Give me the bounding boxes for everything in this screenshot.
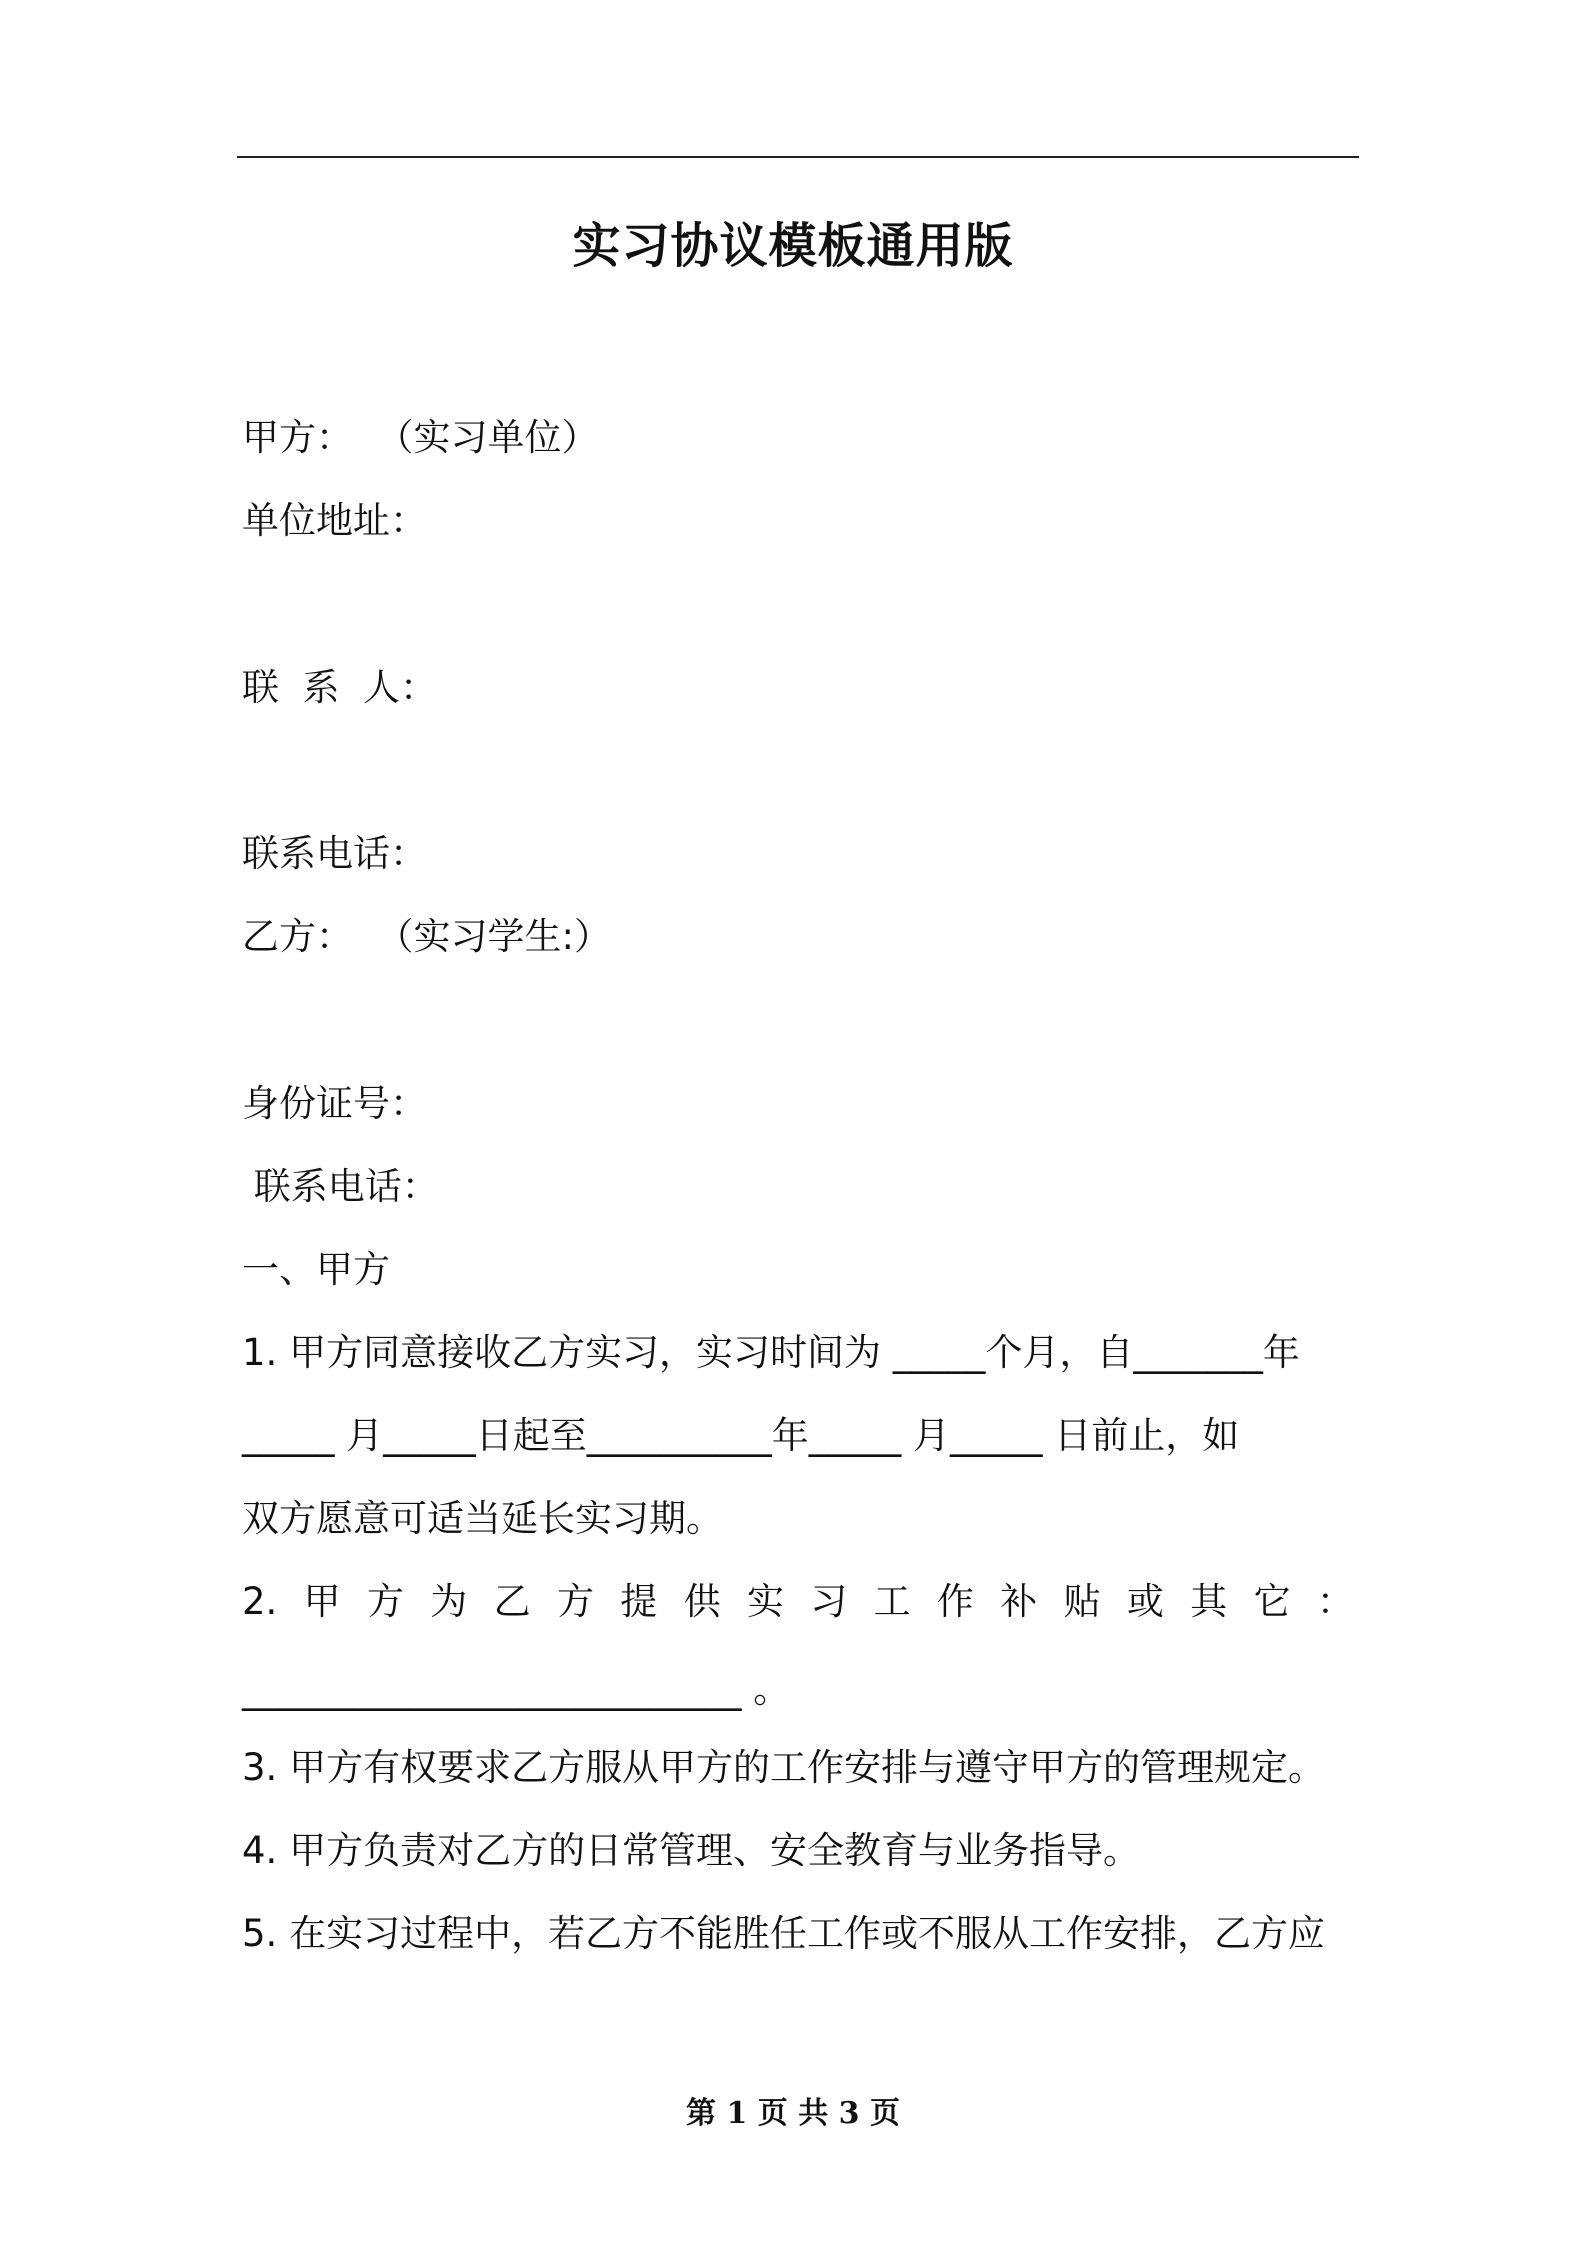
party-b-line: 乙方： （实习学生:） <box>242 915 611 958</box>
clause-2-char: 补 <box>1000 1580 1038 1623</box>
clause-2-char: 或 <box>1126 1580 1164 1623</box>
document-title: 实习协议模板通用版 <box>572 218 1014 274</box>
clause-2-char: 习 <box>810 1580 848 1623</box>
clause-3: 3. 甲方有权要求乙方服从甲方的工作安排与遵守甲方的管理规定。 <box>242 1746 1326 1789</box>
clause-2-char: 2. <box>242 1580 278 1623</box>
clause-2-char: 方 <box>366 1580 404 1623</box>
clause-4: 4. 甲方负责对乙方的日常管理、安全教育与业务指导。 <box>242 1829 1141 1872</box>
party-a-line: 甲方： （实习单位） <box>242 416 599 459</box>
clause-2-line-1 <box>242 1576 1354 1628</box>
clause-2-char: 方 <box>556 1580 594 1623</box>
id-number-label: 身份证号： <box>242 1082 427 1125</box>
clause-2-char: 其 <box>1190 1580 1228 1623</box>
clause-2-char: ： <box>1316 1580 1354 1623</box>
clause-2-char: 实 <box>746 1580 784 1623</box>
address-label: 单位地址： <box>242 499 427 542</box>
phone-label: 联系电话： <box>242 832 427 875</box>
clause-2-char: 工 <box>873 1580 911 1623</box>
clause-2-char: 作 <box>936 1580 974 1623</box>
clause-2-char: 提 <box>620 1580 658 1623</box>
clause-1-line-2: _____ 月_____日起至__________年_____ 月_____ 日前止，如 <box>242 1414 1240 1457</box>
clause-2-char: 为 <box>430 1580 468 1623</box>
clause-1-line-1: 1. 甲方同意接收乙方实习，实习时间为 _____个月，自_______年 <box>242 1331 1300 1374</box>
clause-2-char: 乙 <box>493 1580 531 1623</box>
header-rule <box>237 156 1359 158</box>
clause-2-char: 它 <box>1253 1580 1291 1623</box>
clause-2-char: 供 <box>683 1580 721 1623</box>
party-b-phone-label: 联系电话： <box>242 1165 439 1208</box>
clause-2-line-2: ___________________________ 。 <box>242 1668 791 1711</box>
clause-2-char: 贴 <box>1063 1580 1101 1623</box>
clause-1-line-3: 双方愿意可适当延长实习期。 <box>242 1497 723 1540</box>
clause-5-line-1: 5. 在实习过程中，若乙方不能胜任工作或不服从工作安排，乙方应 <box>242 1912 1326 1955</box>
contact-label: 联 系 人： <box>242 666 438 709</box>
clause-2-char: 甲 <box>303 1580 341 1623</box>
section-one-heading: 一、甲方 <box>242 1248 390 1291</box>
page-indicator: 第 1 页 共 3 页 <box>686 2096 900 2131</box>
